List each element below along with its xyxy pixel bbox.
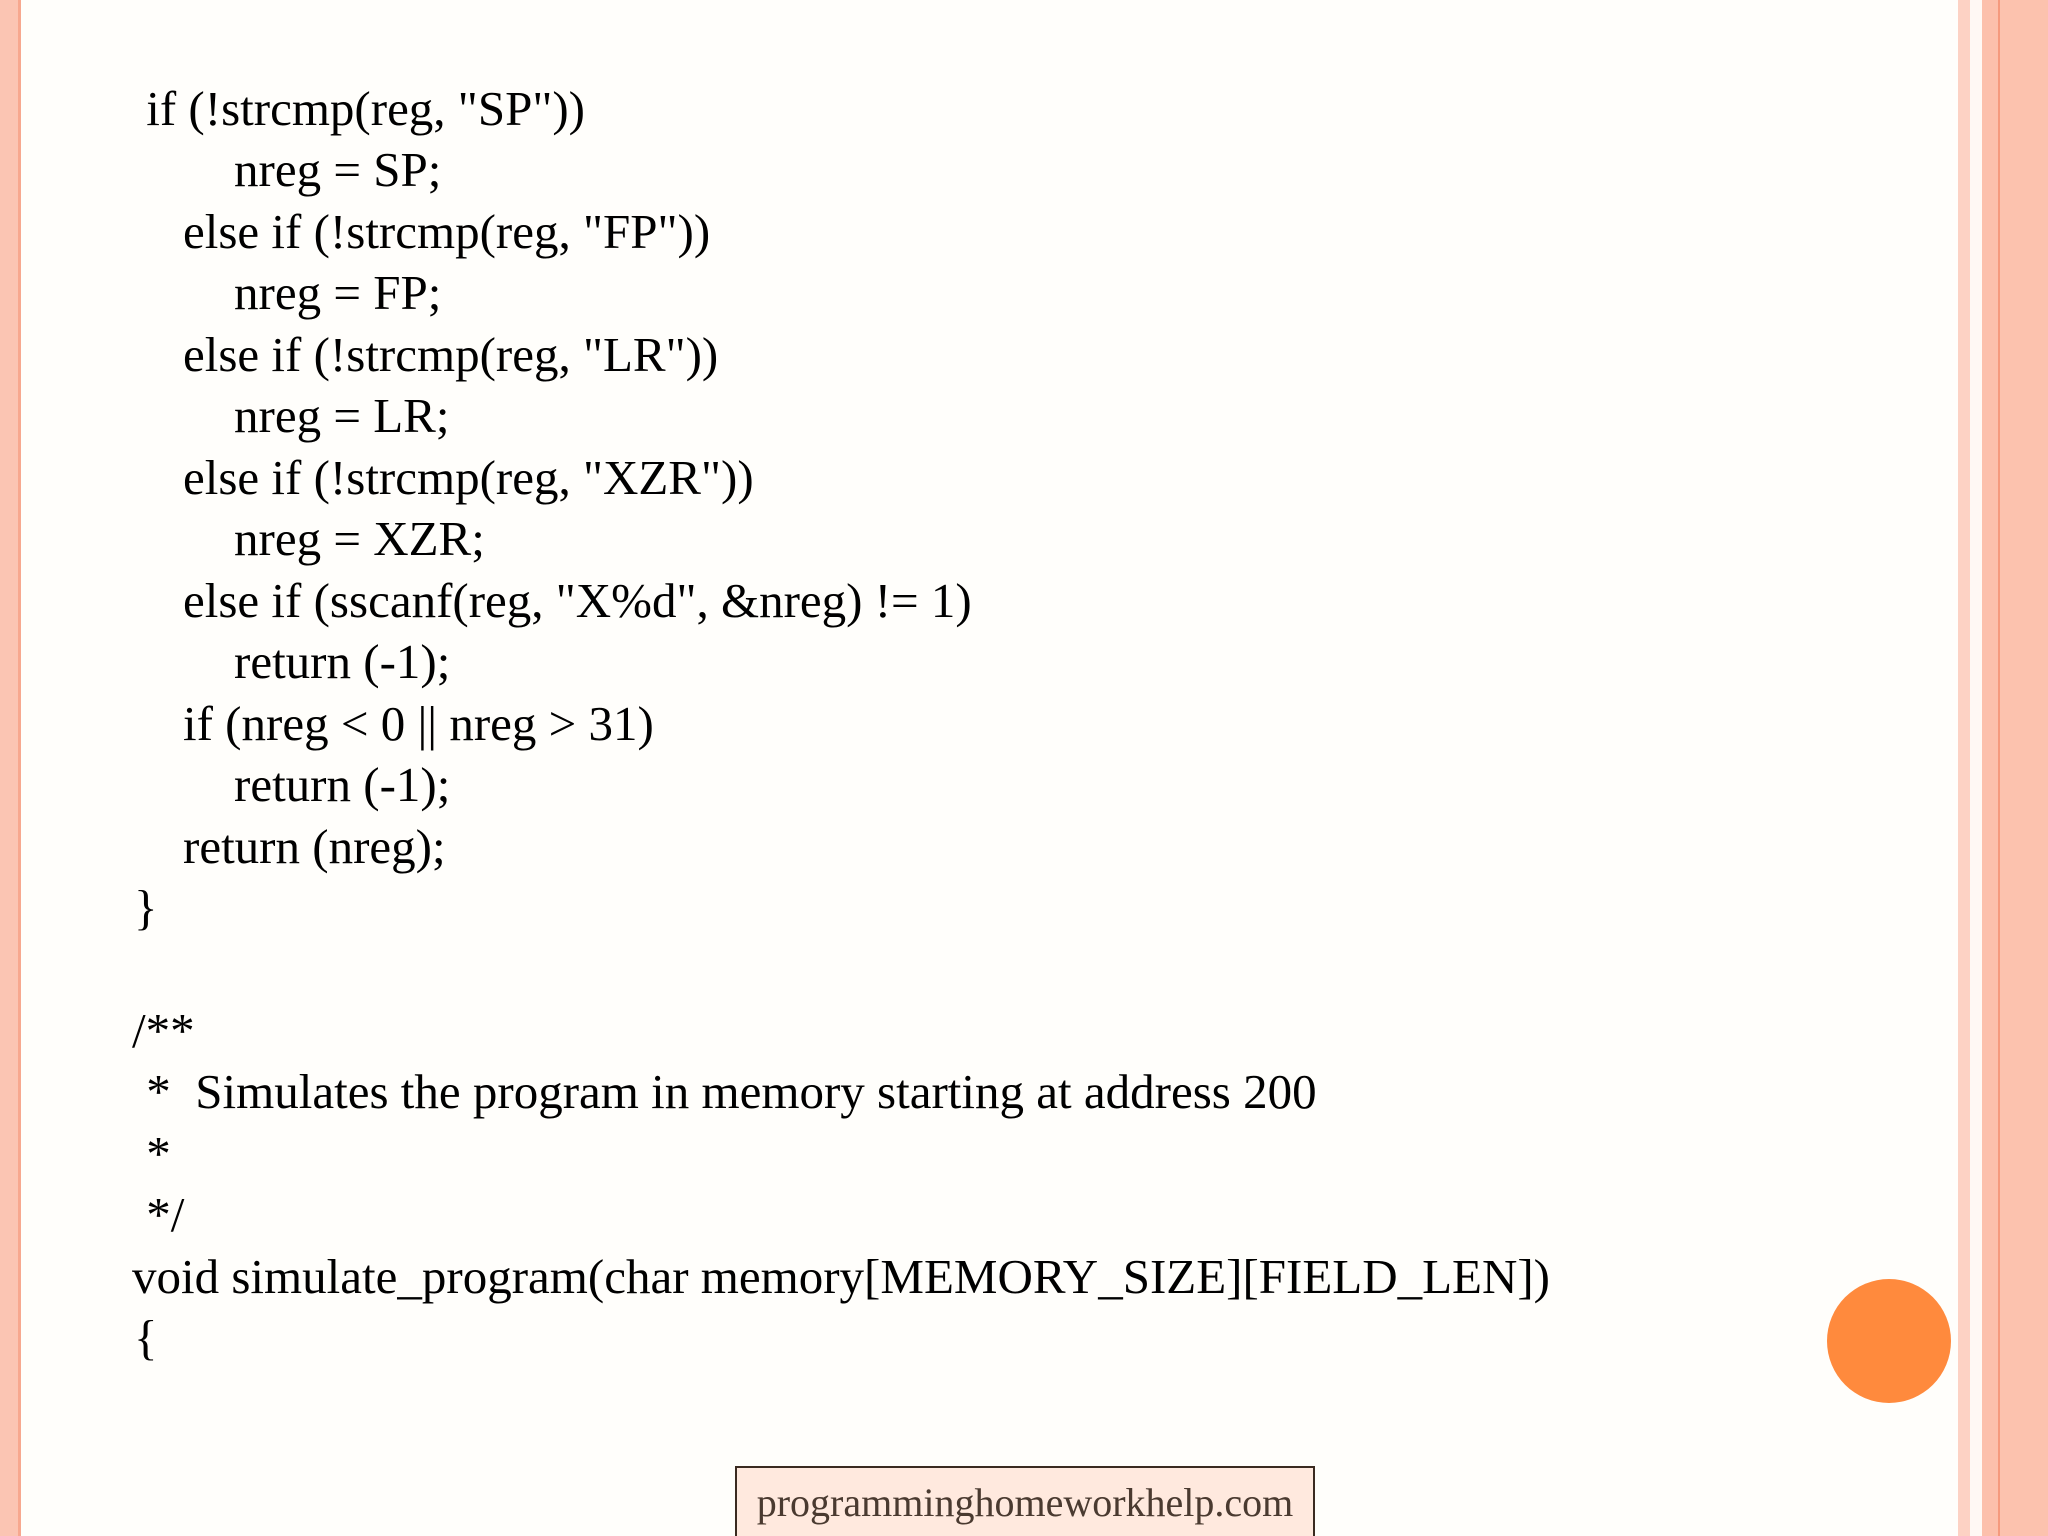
code-line: nreg = SP;: [234, 142, 442, 197]
code-line: nreg = FP;: [234, 265, 442, 320]
code-line: */: [134, 1187, 185, 1242]
code-line: *: [134, 1126, 171, 1181]
code-line: /**: [132, 1003, 195, 1058]
code-line: else if (!strcmp(reg, "XZR")): [183, 450, 754, 505]
right-border-edge: [2000, 0, 2048, 1536]
footer-website-box: [735, 1466, 1315, 1536]
code-line: return (-1);: [234, 634, 451, 689]
code-line: return (nreg);: [183, 819, 446, 874]
code-line: return (-1);: [234, 757, 451, 812]
right-border-gap: [1970, 0, 1982, 1536]
code-line: if (!strcmp(reg, "SP")): [134, 81, 585, 136]
code-line: if (nreg < 0 || nreg > 31): [183, 696, 654, 751]
code-line: void simulate_program(char memory[MEMORY_SIZE][FIELD_LEN]): [132, 1249, 1550, 1304]
right-border-band: [1958, 0, 1970, 1536]
code-line: nreg = XZR;: [234, 511, 485, 566]
right-border-band-outer: [1982, 0, 1998, 1536]
code-line: else if (sscanf(reg, "X%d", &nreg) != 1): [183, 573, 972, 628]
code-line: * Simulates the program in memory starting at address 200: [134, 1064, 1317, 1119]
code-line: {: [134, 1310, 158, 1365]
footer-website-text: programminghomeworkhelp.com: [756, 1479, 1294, 1525]
code-line: else if (!strcmp(reg, "FP")): [183, 204, 711, 259]
code-line: else if (!strcmp(reg, "LR")): [183, 327, 719, 382]
code-line: nreg = LR;: [234, 388, 450, 443]
code-line: }: [134, 880, 158, 935]
